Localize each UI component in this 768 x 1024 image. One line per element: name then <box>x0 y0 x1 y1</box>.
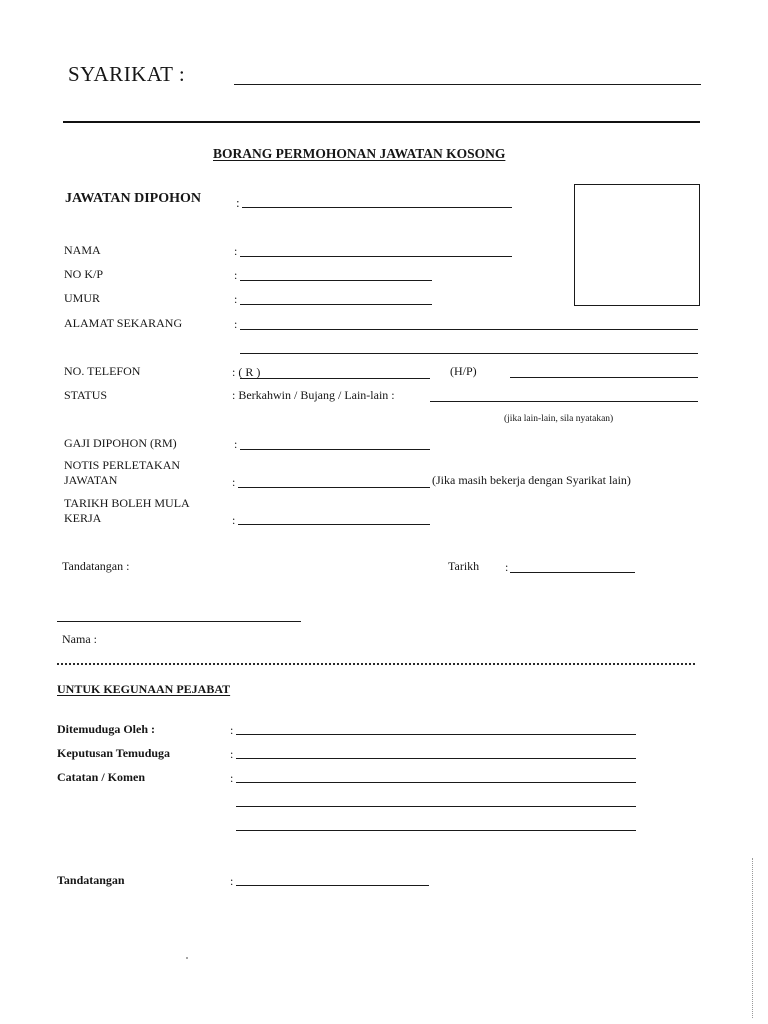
age-field[interactable] <box>240 304 432 305</box>
notes-colon: : <box>230 771 234 785</box>
start-field[interactable] <box>238 524 430 525</box>
phone-mobile-label: (H/P) <box>450 364 477 378</box>
name-label: NAMA <box>64 243 101 257</box>
address-colon: : <box>234 317 238 331</box>
office-signature-colon: : <box>230 874 234 888</box>
decision-label: Keputusan Temuduga <box>57 746 171 760</box>
address-field-1[interactable] <box>240 329 698 330</box>
notice-label-2: JAWATAN <box>64 473 118 487</box>
company-label: SYARIKAT : <box>68 62 186 86</box>
status-options: : Berkahwin / Bujang / Lain-lain : <box>232 388 395 402</box>
notes-label: Catatan / Komen <box>57 770 145 784</box>
name-colon: : <box>234 244 238 258</box>
interviewed-by-colon: : <box>230 723 234 737</box>
notes-field-3[interactable] <box>236 830 636 831</box>
scan-speck <box>186 957 188 959</box>
status-label: STATUS <box>64 388 108 402</box>
notice-field[interactable] <box>238 487 430 488</box>
phone-home-label: : ( R ) <box>232 365 261 379</box>
date-label: Tarikh <box>448 559 480 573</box>
decision-field[interactable] <box>236 758 636 759</box>
header-rule <box>63 121 700 123</box>
scan-edge-mark <box>752 858 754 1018</box>
signature-field[interactable] <box>57 621 301 622</box>
company-line[interactable] <box>234 84 701 85</box>
notice-note: (Jika masih bekerja dengan Syarikat lain) <box>432 473 631 487</box>
office-title: UNTUK KEGUNAAN PEJABAT <box>57 682 231 696</box>
salary-field[interactable] <box>240 449 430 450</box>
office-signature-label: Tandatangan <box>57 873 125 887</box>
dotted-separator <box>57 663 695 665</box>
start-label-1: TARIKH BOLEH MULA <box>64 496 190 510</box>
ic-colon: : <box>234 268 238 282</box>
signature-label: Tandatangan : <box>62 559 130 573</box>
photo-box[interactable] <box>574 184 700 306</box>
phone-label: NO. TELEFON <box>64 364 141 378</box>
position-field[interactable] <box>242 207 512 208</box>
notice-colon: : <box>232 475 236 489</box>
salary-colon: : <box>234 437 238 451</box>
notice-label-1: NOTIS PERLETAKAN <box>64 458 181 472</box>
start-label-2: KERJA <box>64 511 102 525</box>
date-field[interactable] <box>510 572 635 573</box>
notes-field-2[interactable] <box>236 806 636 807</box>
date-colon: : <box>505 560 509 574</box>
position-label: JAWATAN DIPOHON <box>65 191 201 206</box>
age-colon: : <box>234 292 238 306</box>
phone-home-field[interactable] <box>240 378 430 379</box>
name-field[interactable] <box>240 256 512 257</box>
phone-mobile-field[interactable] <box>510 377 698 378</box>
age-label: UMUR <box>64 291 101 305</box>
decision-colon: : <box>230 747 234 761</box>
interviewed-by-field[interactable] <box>236 734 636 735</box>
status-note: (jika lain-lain, sila nyatakan) <box>504 414 614 424</box>
status-other-field[interactable] <box>430 401 698 402</box>
address-label: ALAMAT SEKARANG <box>64 316 183 330</box>
salary-label: GAJI DIPOHON (RM) <box>64 436 177 450</box>
address-field-2[interactable] <box>240 353 698 354</box>
start-colon: : <box>232 513 236 527</box>
signer-name-label: Nama : <box>62 632 97 646</box>
ic-label: NO K/P <box>64 267 104 281</box>
ic-field[interactable] <box>240 280 432 281</box>
position-colon: : <box>236 195 240 210</box>
interviewed-by-label: Ditemuduga Oleh : <box>57 722 156 736</box>
office-signature-field[interactable] <box>236 885 429 886</box>
notes-field-1[interactable] <box>236 782 636 783</box>
form-title: BORANG PERMOHONAN JAWATAN KOSONG <box>213 146 506 161</box>
